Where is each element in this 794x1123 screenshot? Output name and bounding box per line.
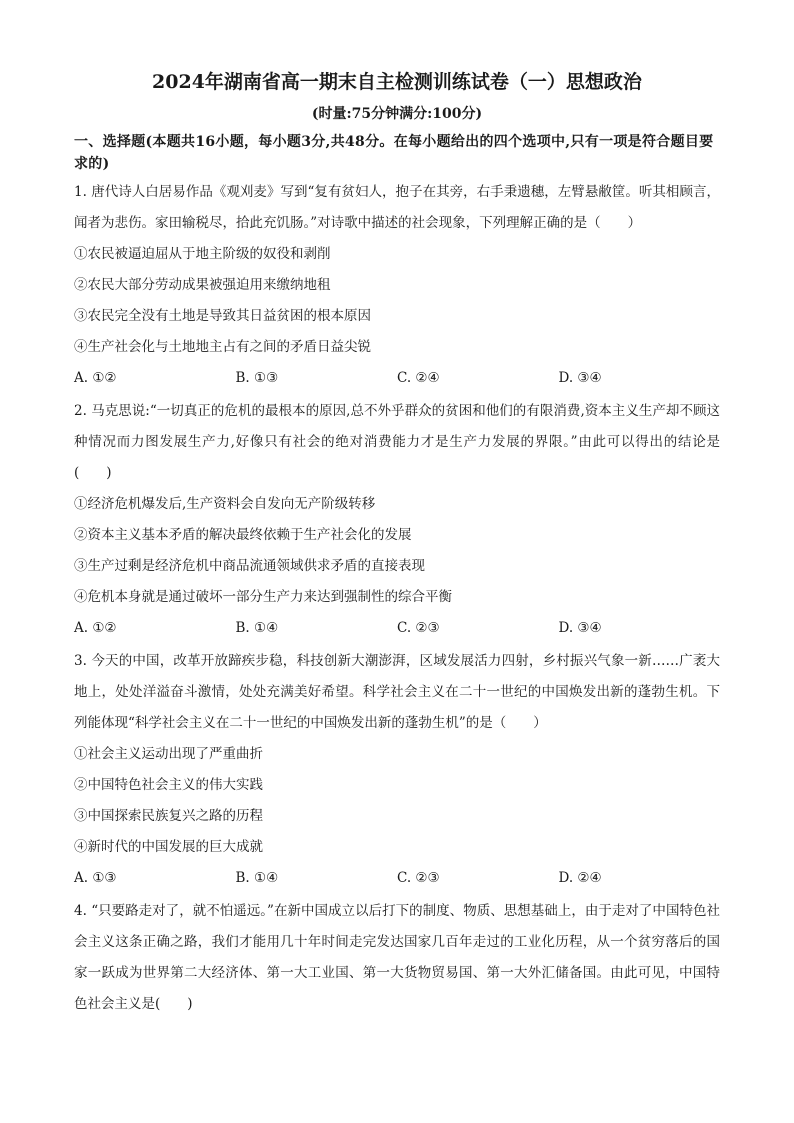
question-stem: 2. 马克思说:“一切真正的危机的最根本的原因,总不外乎群众的贫困和他们的有限消费,资本主义生产却不顾这种情况而力图发展生产力,好像只有社会的绝对消费能力才是生产力发展的界限。”由此可以得出的结论是( ) xyxy=(74,403,720,481)
answer-options xyxy=(74,613,720,644)
statement: ③生产过剩是经济危机中商品流通领域供求矛盾的直接表现 xyxy=(74,558,425,574)
option-a: A. ①② xyxy=(74,620,117,636)
question-2 xyxy=(74,396,720,644)
question-4 xyxy=(74,896,720,1020)
question-stem: 3. 今天的中国，改革开放蹄疾步稳，科技创新大潮澎湃，区域发展活力四射，乡村振兴气象一新……广袤大地上，处处洋溢奋斗激情，处处充满美好希望。科学社会主义在二十一世纪的中国焕发出新的蓬勃生机。下列能体现“科学社会主义在二十一世纪的中国焕发出新的蓬勃生机”的是（ ） xyxy=(74,653,720,731)
option-c: C. ②③ xyxy=(397,620,440,636)
question-1 xyxy=(74,177,720,394)
statement: ②中国特色社会主义的伟大实践 xyxy=(74,777,263,793)
statement: ③中国探索民族复兴之路的历程 xyxy=(74,808,263,824)
option-b: B. ①③ xyxy=(235,370,279,386)
statement: ④生产社会化与土地地主占有之间的矛盾日益尖锐 xyxy=(74,339,371,355)
option-c: C. ②③ xyxy=(397,870,440,886)
answer-options xyxy=(74,863,720,894)
option-a: A. ①② xyxy=(74,370,117,386)
option-d: D. ②④ xyxy=(558,870,602,886)
option-c: C. ②④ xyxy=(397,370,440,386)
option-b: B. ①④ xyxy=(235,870,279,886)
exam-time-score: (时量:75分钟满分:100分) xyxy=(311,106,483,122)
answer-options xyxy=(74,363,720,394)
section-heading: 一、选择题(本题共16小题，每小题3分,共48分。在每小题给出的四个选项中,只有一项是符合题目要求的) xyxy=(74,134,714,172)
statement: ③农民完全没有土地是导致其日益贫困的根本原因 xyxy=(74,308,371,324)
question-stem: 4. “只要路走对了，就不怕遥远。”在新中国成立以后打下的制度、物质、思想基础上，由于走对了中国特色社会主义这条正确之路，我们才能用几十年时间走完发达国家几百年走过的工业化历程，从一个贫穷落后的国家一跃成为世界第二大经济体、第一大工业国、第一大货物贸易国、第一大外汇储备国。由此可见，中国特色社会主义是( ) xyxy=(74,903,720,1012)
statement: ①农民被逼迫屈从于地主阶级的奴役和剥削 xyxy=(74,246,331,262)
question-stem: 1. 唐代诗人白居易作品《观刈麦》写到“复有贫妇人，抱子在其旁，右手秉遗穗，左臂悬敝筐。听其相顾言，闻者为悲伤。家田输税尽，拾此充饥肠。”对诗歌中描述的社会现象，下列理解正确的是（ ） xyxy=(74,184,720,231)
question-3 xyxy=(74,646,720,894)
statement: ②农民大部分劳动成果被强迫用来缴纳地租 xyxy=(74,277,331,293)
option-d: D. ③④ xyxy=(558,620,602,636)
exam-title: 2024年湖南省高一期末自主检测训练试卷（一）思想政治 xyxy=(152,71,642,93)
statement: ②资本主义基本矛盾的解决最终依赖于生产社会化的发展 xyxy=(74,527,412,543)
option-b: B. ①④ xyxy=(235,620,279,636)
option-a: A. ①③ xyxy=(74,870,117,886)
statement: ①社会主义运动出现了严重曲折 xyxy=(74,746,263,762)
statement: ①经济危机爆发后,生产资料会自发向无产阶级转移 xyxy=(74,496,376,512)
statement: ④新时代的中国发展的巨大成就 xyxy=(74,839,263,855)
option-d: D. ③④ xyxy=(558,370,602,386)
statement: ④危机本身就是通过破坏一部分生产力来达到强制性的综合平衡 xyxy=(74,589,452,605)
